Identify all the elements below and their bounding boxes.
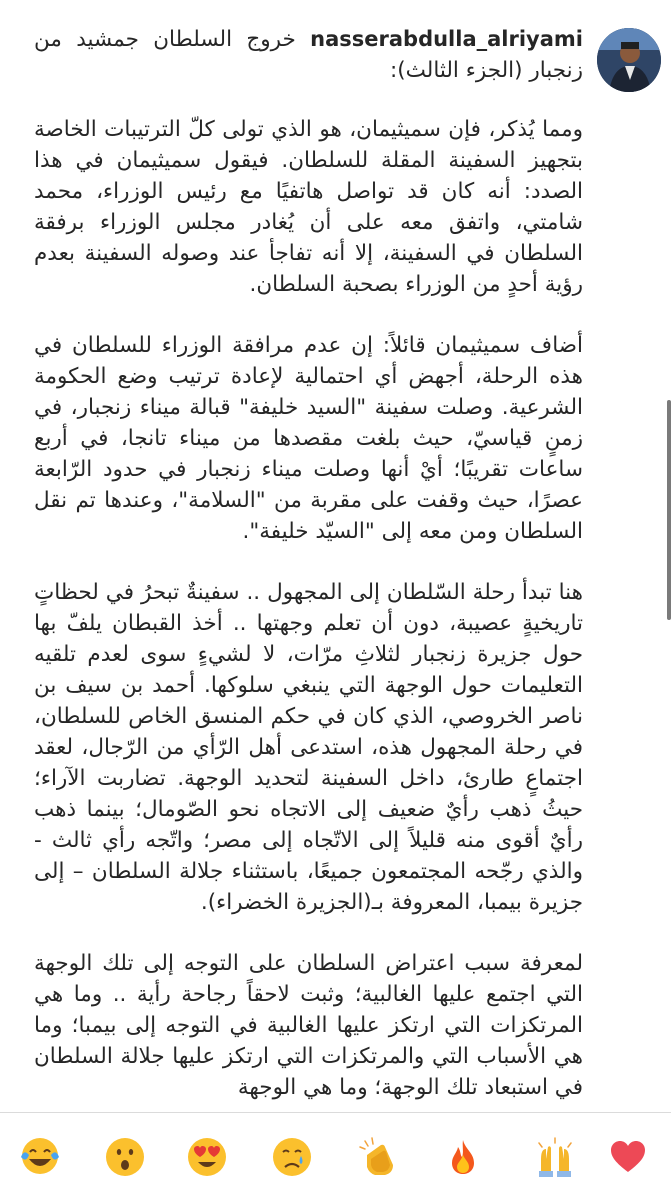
fire-icon[interactable] xyxy=(441,1135,485,1179)
caption-paragraph: ومما يُذكر، فإن سميثيمان، هو الذي تولى كلّ الترتيبات الخاصة بتجهيز السفينة المقلة للسلطان. فيقول سميثيمان في هذا الصدد: أنه كان قد تواصل هاتفيًا مع رئيس الوزراء، محمد شامتي، واتفق معه على أن يُغادر مجلس الوزراء برفقة السلطان في السفينة، إلا أنه تفاجأ عند وصوله السفينة بعدم رؤية أحدٍ من الوزراء بصحبة السلطان. xyxy=(34,117,583,297)
username-link[interactable]: nasserabdulla_alriyami xyxy=(310,27,583,51)
clapping-hands-icon[interactable] xyxy=(355,1135,399,1179)
scrollbar[interactable] xyxy=(667,400,671,620)
crying-face-icon[interactable] xyxy=(270,1135,314,1179)
avatar[interactable] xyxy=(597,28,661,92)
emoji-reaction-bar xyxy=(0,1113,671,1200)
caption-paragraph: أضاف سميثيمان قائلاً: إن عدم مرافقة الوزراء للسلطان في هذه الرحلة، أجهض أي احتمالية لإعادة ترتيب وضع الحكومة الشرعية. وصلت سفينة "السيد خليفة" قبالة ميناء زنجبار، في زمنٍ قياسيّ، حيث بلغت مقصدها من ميناء تانجا، في أربع ساعات تقريبًا؛ أيْ أنها وصلت ميناء زنجبار في حدود الرّابعة عصرًا، حيث وقفت على مقربة من "السلامة"، وعندها تم نقل السلطان ومن معه إلى "السيّد خليفة". xyxy=(34,333,583,544)
raised-hands-icon[interactable] xyxy=(533,1135,577,1179)
caption-paragraph: هنا تبدأ رحلة السّلطان إلى المجهول .. سفينةٌ تبحرُ في لحظاتٍ تاريخيةٍ عصيبة، دون أن تعلم وجهتها .. أخذ القبطان يلفّ بها حول جزيرة زنجبار لثلاثِ مرّات، لا لشيءٍ سوى لعدم تلقيه التعليمات حول الوجهة التي ينبغي سلوكها. أحمد بن سيف بن ناصر الخروصي، الذي كان في حكم المنسق الخاص للسلطان، في رحلة المجهول هذه، استدعى أهل الرّأي من الرّجال، لعقد اجتماعٍ طارئ، داخل السفينة لتحديد الوجهة. تضاربت الآراء؛ حيثُ ذهب رأيٌ ضعيف إلى الاتجاه نحو الصّومال؛ بينما ذهب رأيٌ أقوى منه قليلاً إلى الاتّجاه إلى مصر؛ واتّجه رأي ثالث - والذي رجّحه المجتمعون جميعًا، باستثناء جلالة السلطان – إلى جزيرة بيمبا، المعروفة بـ(الجزيرة الخضراء). xyxy=(34,580,583,915)
heart-icon[interactable] xyxy=(606,1135,650,1179)
caption-paragraph: لمعرفة سبب اعتراض السلطان على التوجه إلى تلك الوجهة التي اجتمع عليها الغالبية؛ وثبت لاحقاً رجاحة رأية .. وما هي المرتكزات التي ارتكز عليها الغالبية في التوجه إلى بيمبا؛ وما هي الأسباب التي والمرتكزات التي ارتكز عليها جلالة السلطان في استبعاد تلك الوجهة؛ وما هي الوجهة xyxy=(34,951,583,1100)
heart-eyes-icon[interactable] xyxy=(185,1135,229,1179)
post-title: خروج السلطان جمشيد من زنجبار (الجزء الثالث): xyxy=(34,27,583,83)
tears-of-joy-icon[interactable] xyxy=(18,1135,62,1179)
caption-text xyxy=(34,24,583,1112)
caption-heading xyxy=(34,24,583,86)
surprised-face-icon[interactable] xyxy=(103,1135,147,1179)
